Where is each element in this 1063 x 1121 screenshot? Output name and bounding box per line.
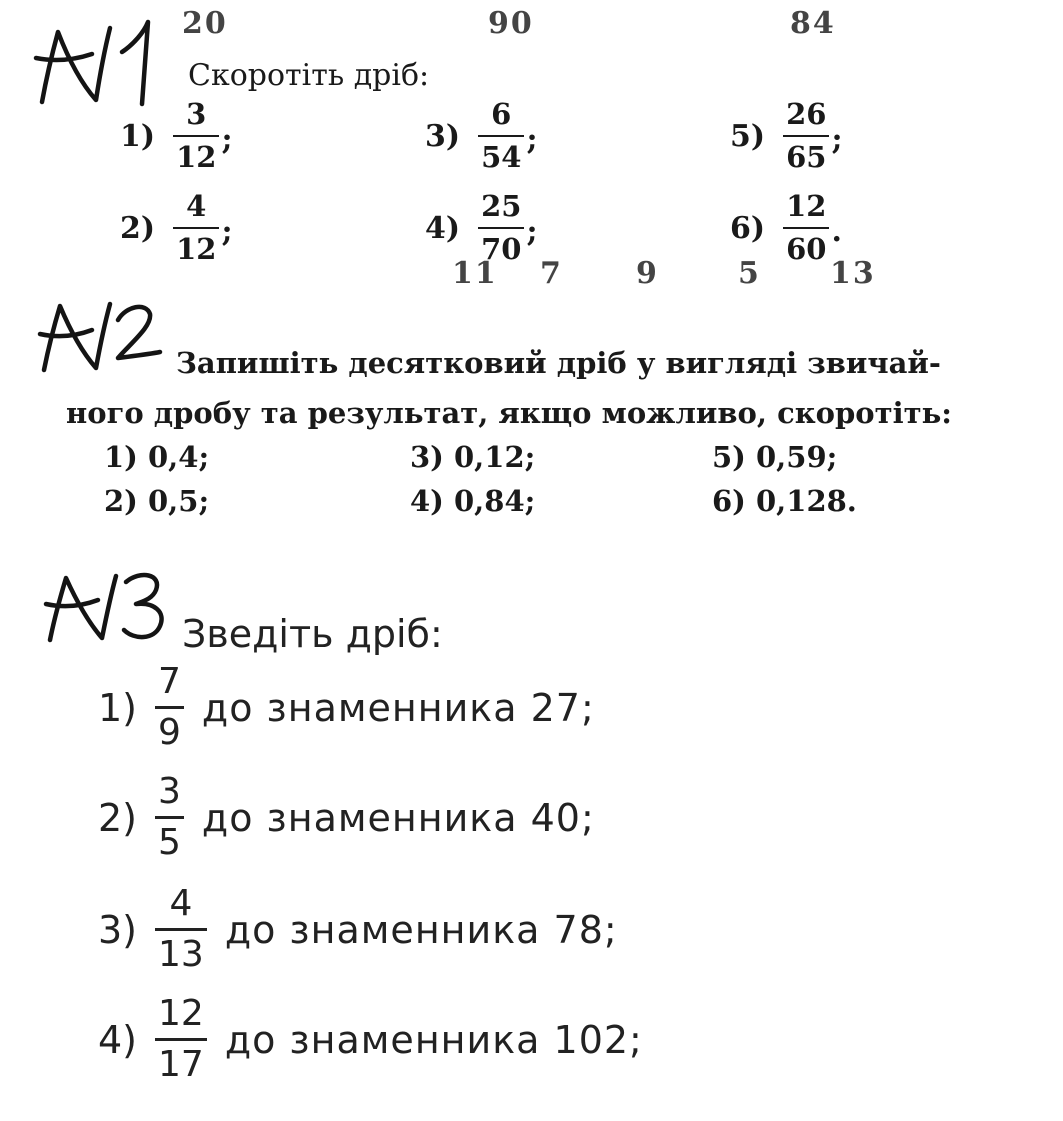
fraction-bar [478, 135, 524, 137]
task3-item [98, 883, 618, 975]
fraction-bar [783, 227, 829, 229]
denominator: 13 [158, 934, 204, 975]
cropped-digit-fragment: 11 [452, 256, 498, 291]
task2-handwritten-label [34, 296, 164, 376]
item-number: 2) [120, 210, 156, 246]
task3-item [98, 993, 643, 1085]
item-number: 5) [730, 118, 766, 154]
fraction [478, 97, 524, 174]
denominator: 54 [481, 140, 522, 174]
item-number: 1) [98, 685, 138, 730]
punctuation: ; [221, 213, 233, 249]
item-text: до знаменника 40; [201, 795, 595, 840]
fraction-bar [155, 928, 207, 931]
item-text: до знаменника 78; [224, 907, 618, 952]
numerator: 6 [491, 97, 512, 131]
fraction [155, 771, 184, 863]
fraction [155, 661, 184, 753]
numerator: 7 [158, 661, 181, 702]
denominator: 17 [158, 1044, 204, 1085]
task1-item [120, 97, 233, 174]
numerator: 25 [481, 189, 522, 223]
task1-item [730, 97, 843, 174]
punctuation: . [831, 213, 842, 249]
task3-item [98, 661, 595, 753]
denominator: 60 [786, 232, 827, 266]
task1-item [425, 97, 538, 174]
fraction-bar [173, 227, 219, 229]
fraction [155, 883, 207, 975]
denominator: 70 [481, 232, 522, 266]
fraction-bar [478, 227, 524, 229]
denominator: 65 [786, 140, 827, 174]
task1-item [730, 189, 842, 266]
task2-item: 4) 0,84; [410, 484, 536, 518]
numerator: 4 [186, 189, 207, 223]
fraction [478, 189, 524, 266]
denominator: 12 [176, 140, 217, 174]
item-text: до знаменника 102; [224, 1017, 643, 1062]
fraction-bar [155, 706, 184, 709]
fraction [173, 189, 219, 266]
fraction [783, 189, 829, 266]
denominator: 12 [176, 232, 217, 266]
task3-handwritten-label [40, 568, 170, 648]
item-number: 4) [98, 1017, 138, 1062]
punctuation: ; [526, 213, 538, 249]
cropped-digit-fragment: 13 [830, 256, 876, 291]
numerator: 3 [186, 97, 207, 131]
cropped-digit-fragment: 20 [182, 6, 228, 41]
fraction [173, 97, 219, 174]
task2-prompt-line1: Запишіть десятковий дріб у вигляді звичай- [176, 346, 941, 380]
numerator: 12 [786, 189, 827, 223]
numerator: 4 [169, 883, 193, 924]
item-number: 6) [730, 210, 766, 246]
task3-item [98, 771, 595, 863]
cropped-digit-fragment: 90 [488, 6, 534, 41]
task1-handwritten-label [30, 18, 160, 110]
cropped-digit-fragment: 7 [540, 256, 563, 291]
item-number: 4) [425, 210, 461, 246]
cropped-digit-fragment: 84 [790, 6, 836, 41]
task2-item: 2) 0,5; [104, 484, 210, 518]
task3-prompt: Зведіть дріб: [182, 612, 443, 656]
punctuation: ; [526, 121, 538, 157]
task2-item: 1) 0,4; [104, 440, 210, 474]
cropped-digit-fragment: 5 [738, 256, 761, 291]
task2-prompt-line2: ного дробу та результат, якщо можливо, скоротіть: [66, 396, 952, 430]
item-number: 3) [98, 907, 138, 952]
fraction-bar [155, 1038, 207, 1041]
numerator: 12 [158, 993, 204, 1034]
fraction [155, 993, 207, 1085]
task2-item: 6) 0,128. [712, 484, 857, 518]
numerator: 3 [158, 771, 181, 812]
fraction-bar [783, 135, 829, 137]
denominator: 9 [158, 712, 181, 753]
denominator: 5 [158, 822, 181, 863]
fraction [783, 97, 829, 174]
punctuation: ; [221, 121, 233, 157]
task1-item [425, 189, 538, 266]
numerator: 26 [786, 97, 827, 131]
item-number: 1) [120, 118, 156, 154]
item-text: до знаменника 27; [201, 685, 595, 730]
item-number: 3) [425, 118, 461, 154]
task1-prompt: Скоротіть дріб: [188, 58, 430, 93]
punctuation: ; [831, 121, 843, 157]
fraction-bar [173, 135, 219, 137]
fraction-bar [155, 816, 184, 819]
task2-item: 3) 0,12; [410, 440, 536, 474]
task2-item: 5) 0,59; [712, 440, 838, 474]
task1-item [120, 189, 233, 266]
item-number: 2) [98, 795, 138, 840]
cropped-digit-fragment: 9 [636, 256, 659, 291]
